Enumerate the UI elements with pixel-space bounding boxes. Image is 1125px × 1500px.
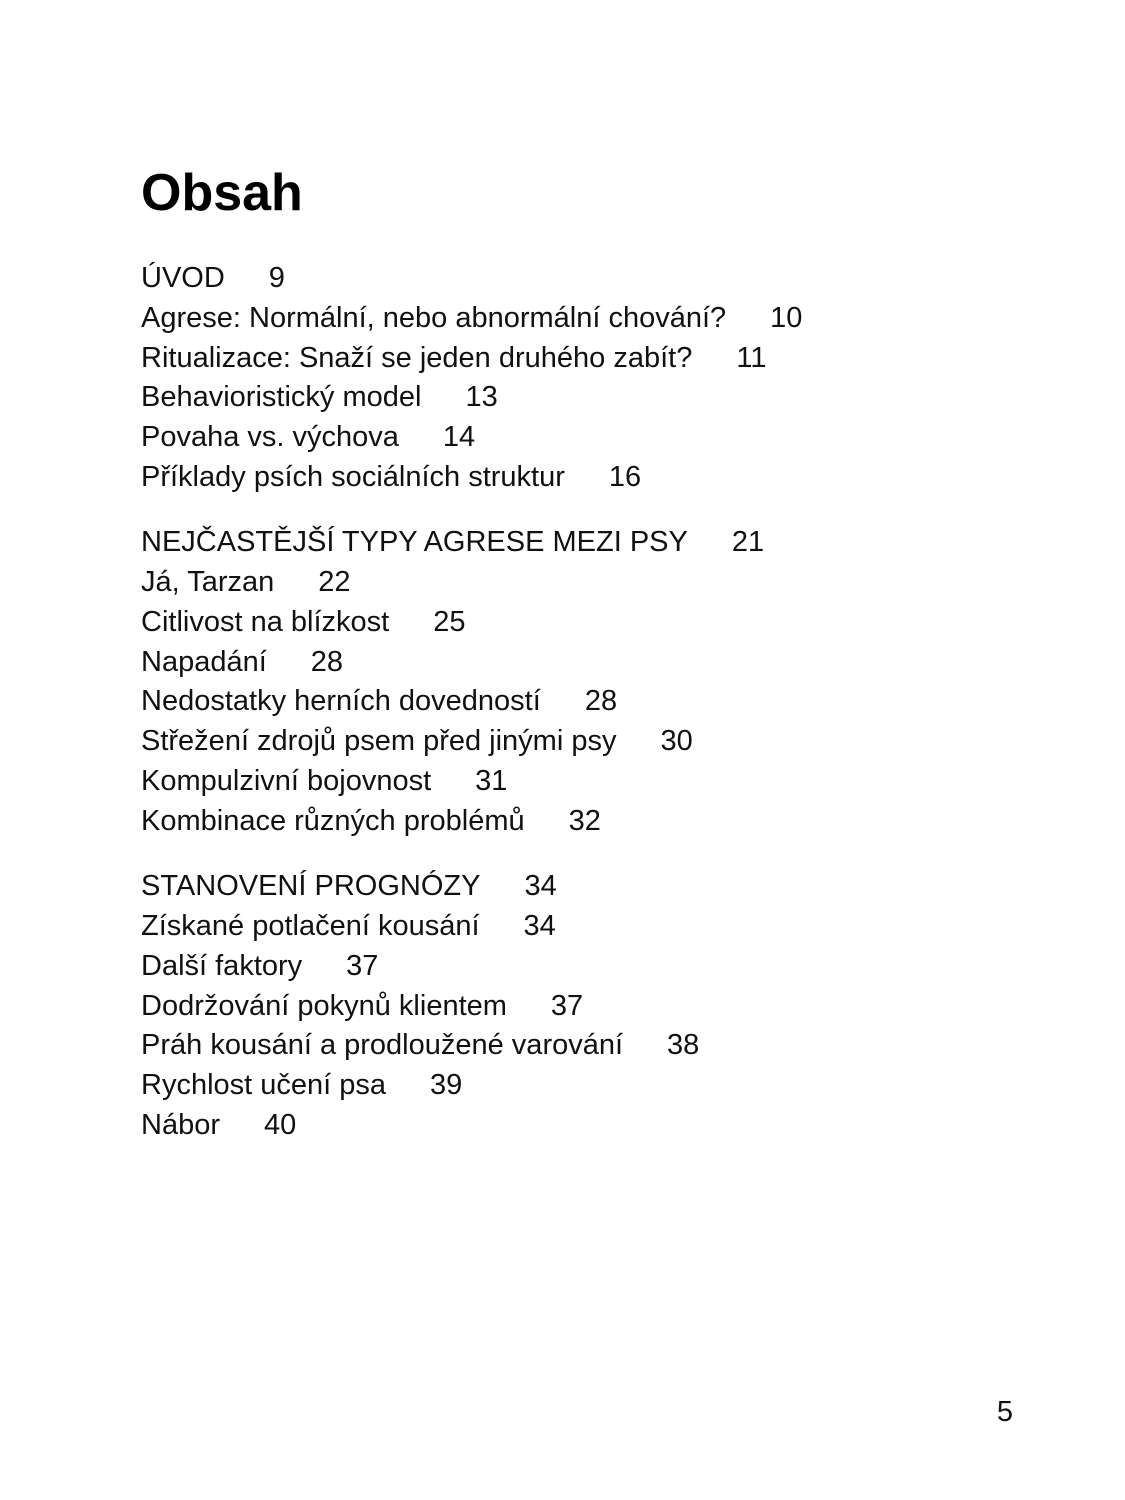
toc-entry-page: 10 [770,301,803,334]
toc-entry-page: 38 [667,1029,700,1062]
toc-entry-label: Agrese: Normální, nebo abnormální chování? [141,301,727,334]
toc-entry[interactable] [141,907,1041,947]
toc-entry-page: 31 [475,765,508,798]
toc-entry-label: Střežení zdrojů psem před jinými psy [141,725,617,758]
toc-entry-page: 34 [524,870,557,903]
toc-entry-page: 21 [731,526,765,559]
toc-entry-label: Citlivost na blízkost [141,605,390,638]
toc-entry-page: 37 [550,989,584,1022]
toc-entry-page: 40 [264,1108,297,1141]
toc-entry-page: 25 [433,605,466,638]
toc-entry-page: 11 [736,341,767,374]
toc-entry-label: Kompulzivní bojovnost [141,765,432,798]
toc-entry[interactable] [141,603,1041,643]
toc-entry-label: Práh kousání a prodloužené varování [141,1029,624,1062]
toc-entry-page: 30 [660,725,693,758]
toc-entry-page: 32 [568,804,601,837]
toc-entry-page: 14 [442,421,476,454]
toc-entry-page: 9 [268,262,285,294]
toc-entry-label: Rychlost učení psa [141,1069,387,1102]
toc-entry-label: Dodržování pokynů klientem [141,989,507,1022]
toc-section-aggression-types [141,523,1041,841]
toc-entry-page: 28 [310,645,344,678]
toc-entry[interactable] [141,762,1041,802]
toc-entry[interactable] [141,947,1041,987]
toc-entry[interactable] [141,299,1041,339]
toc-entry-page: 34 [523,909,556,942]
toc-section-intro [141,259,1041,498]
toc-entry-page: 22 [318,566,351,599]
toc-entry-label: ÚVOD [141,262,225,294]
toc-entry[interactable] [141,1066,1041,1106]
toc-entry[interactable] [141,563,1041,603]
toc-entry-label: Ritualizace: Snaží se jeden druhého zabít? [141,341,693,374]
toc-entry[interactable] [141,259,1041,299]
toc-entry[interactable] [141,458,1041,498]
toc-entry[interactable] [141,867,1041,907]
toc-entry-label: Povaha vs. výchova [141,421,399,454]
toc-entry[interactable] [141,722,1041,762]
toc-entry-label: Behavioristický model [141,381,422,414]
page-number: 5 [996,1396,1013,1428]
toc-entry-label: NEJČASTĚJŠÍ TYPY AGRESE MEZI PSY [141,526,688,559]
toc-entry[interactable] [141,378,1041,418]
toc-section-prognosis [141,867,1041,1146]
table-of-contents [141,259,1041,1171]
toc-entry-label: STANOVENÍ PROGNÓZY [141,870,481,903]
toc-entry-page: 28 [584,685,618,718]
toc-entry[interactable] [141,802,1041,842]
toc-entry-label: Další faktory [141,949,303,982]
toc-entry[interactable] [141,682,1041,722]
toc-entry[interactable] [141,523,1041,563]
toc-entry-label: Nábor [141,1108,220,1141]
toc-entry-page: 13 [465,381,498,414]
toc-entry-page: 39 [430,1069,463,1102]
toc-entry-label: Nedostatky herních dovedností [141,685,541,718]
toc-entry-label: Kombinace různých problémů [141,804,525,837]
toc-entry-label: Napadání [141,645,267,678]
toc-entry-label: Já, Tarzan [141,566,275,599]
toc-entry[interactable] [141,1106,1041,1146]
toc-entry-page: 16 [608,460,642,493]
page-title: Obsah [141,164,303,222]
toc-entry-page: 37 [346,949,379,982]
toc-entry[interactable] [141,643,1041,683]
toc-entry-label: Získané potlačení kousání [141,909,480,942]
toc-entry[interactable] [141,339,1041,379]
toc-entry[interactable] [141,987,1041,1027]
toc-entry-label: Příklady psích sociálních struktur [141,460,565,493]
toc-entry[interactable] [141,1026,1041,1066]
toc-entry[interactable] [141,418,1041,458]
